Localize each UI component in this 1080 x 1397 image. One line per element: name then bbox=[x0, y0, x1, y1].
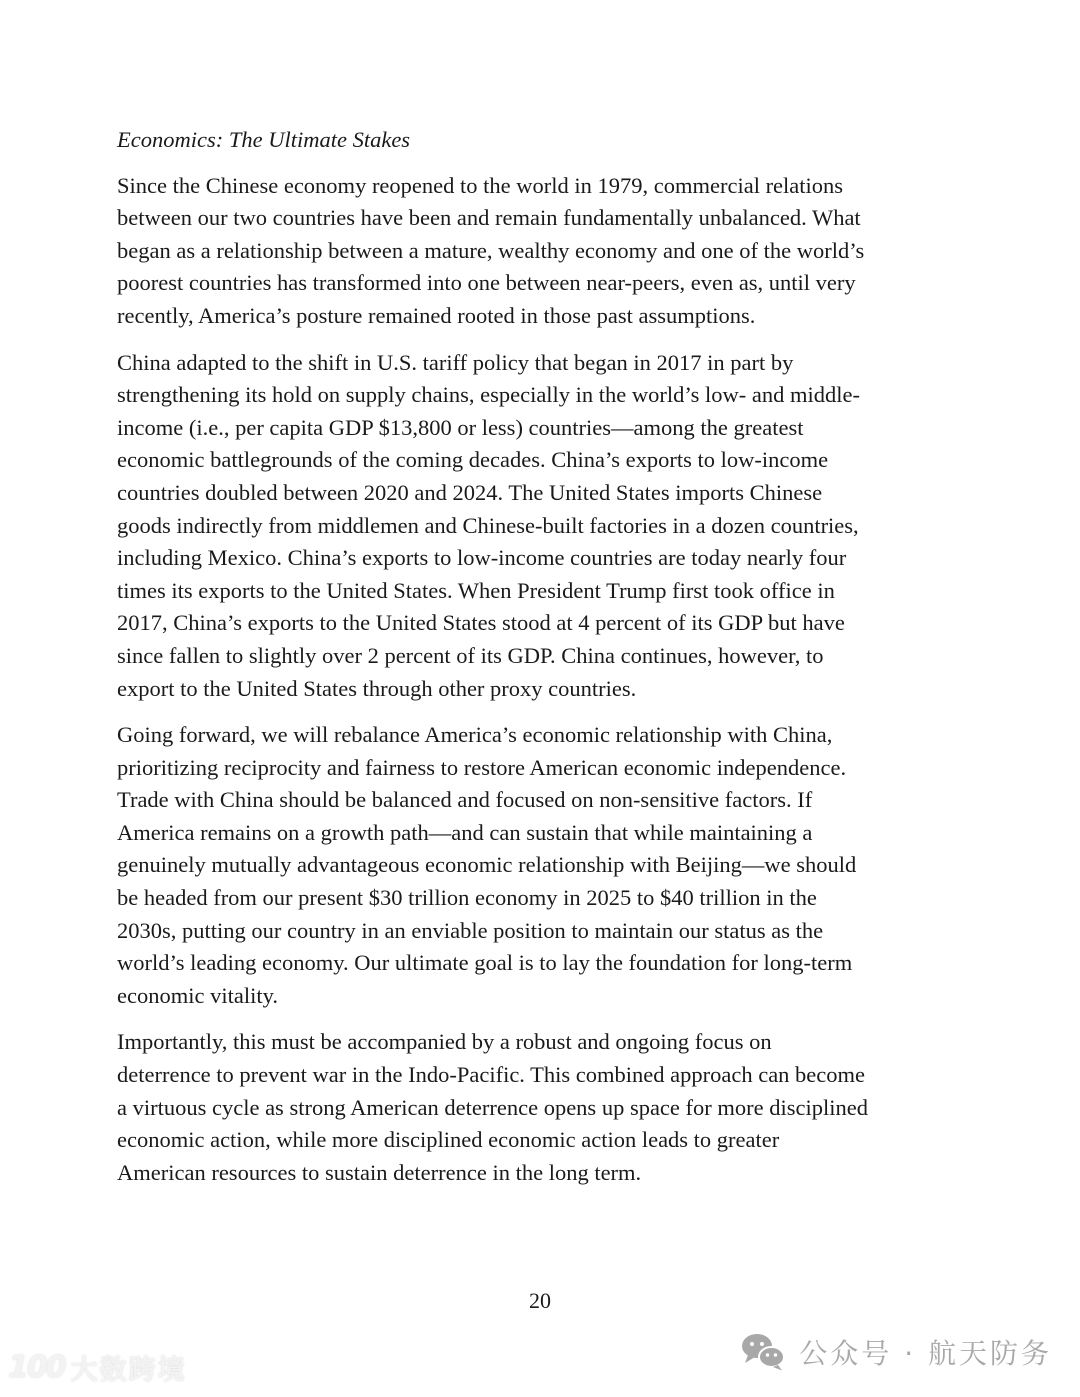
document-content bbox=[117, 124, 957, 1203]
paragraph bbox=[117, 719, 957, 1012]
text-line: America remains on a growth path—and can sustain that while maintaining a bbox=[117, 819, 813, 845]
watermark-right-text: 公众号 · 航天防务 bbox=[799, 1337, 1052, 1370]
watermark-left-text: 大数跨境 bbox=[70, 1355, 187, 1386]
text-line: American resources to sustain deterrence in the long term. bbox=[117, 1159, 642, 1185]
text-line: export to the United States through other proxy countries. bbox=[117, 675, 637, 701]
text-line: Trade with China should be balanced and focused on non-sensitive factors. If bbox=[117, 787, 813, 813]
text-line: poorest countries has transformed into one between near-peers, even as, until very bbox=[117, 270, 856, 296]
text-line: Going forward, we will rebalance America’s economic relationship with China, bbox=[117, 722, 833, 748]
watermark-left bbox=[8, 1348, 187, 1387]
text-line: 2030s, putting our country in an enviable position to maintain our status as the bbox=[117, 917, 824, 943]
text-line: recently, America’s posture remained rooted in those past assumptions. bbox=[117, 302, 756, 328]
text-line: prioritizing reciprocity and fairness to restore American economic independence. bbox=[117, 754, 847, 780]
text-line: including Mexico. China’s exports to low-income countries are today nearly four bbox=[117, 545, 847, 571]
text-line: economic action, while more disciplined economic action leads to greater bbox=[117, 1127, 780, 1153]
text-line: times its exports to the United States. When President Trump first took office in bbox=[117, 577, 835, 603]
paragraph bbox=[117, 1026, 957, 1189]
text-line: Since the Chinese economy reopened to the world in 1979, commercial relations bbox=[117, 172, 844, 198]
text-line: China adapted to the shift in U.S. tariff policy that began in 2017 in part by bbox=[117, 349, 794, 375]
text-line: economic vitality. bbox=[117, 982, 278, 1008]
paragraph bbox=[117, 347, 957, 706]
text-line: 2017, China’s exports to the United States stood at 4 percent of its GDP but have bbox=[117, 610, 845, 636]
text-line: goods indirectly from middlemen and Chinese-built factories in a dozen countries, bbox=[117, 512, 859, 538]
text-line: deterrence to prevent war in the Indo-Pacific. This combined approach can become bbox=[117, 1062, 866, 1088]
text-line: economic battlegrounds of the coming decades. China’s exports to low-income bbox=[117, 447, 829, 473]
text-line: strengthening its hold on supply chains, especially in the world’s low- and middle- bbox=[117, 382, 861, 408]
section-heading: Economics: The Ultimate Stakes bbox=[117, 127, 411, 152]
text-line: be headed from our present $30 trillion economy in 2025 to $40 trillion in the bbox=[117, 885, 817, 911]
text-line: Importantly, this must be accompanied by a robust and ongoing focus on bbox=[117, 1029, 772, 1055]
text-line: a virtuous cycle as strong American deterrence opens up space for more disciplined bbox=[117, 1094, 868, 1120]
text-line: income (i.e., per capita GDP $13,800 or less) countries—among the greatest bbox=[117, 414, 804, 440]
text-line: between our two countries have been and remain fundamentally unbalanced. What bbox=[117, 205, 861, 231]
text-line: countries doubled between 2020 and 2024. The United States imports Chinese bbox=[117, 479, 823, 505]
watermark-right bbox=[741, 1332, 1052, 1372]
text-line: genuinely mutually advantageous economic relationship with Beijing—we should bbox=[117, 852, 857, 878]
bigdata-100-logo-icon: 100 bbox=[8, 1350, 65, 1385]
text-line: world’s leading economy. Our ultimate goal is to lay the foundation for long-term bbox=[117, 950, 853, 976]
paragraph bbox=[117, 170, 957, 333]
text-line: began as a relationship between a mature, wealthy economy and one of the world’s bbox=[117, 237, 865, 263]
document-body bbox=[117, 170, 957, 1190]
page-number: 20 bbox=[529, 1288, 551, 1313]
wechat-icon bbox=[741, 1333, 785, 1371]
text-line: since fallen to slightly over 2 percent of its GDP. China continues, however, to bbox=[117, 642, 824, 668]
